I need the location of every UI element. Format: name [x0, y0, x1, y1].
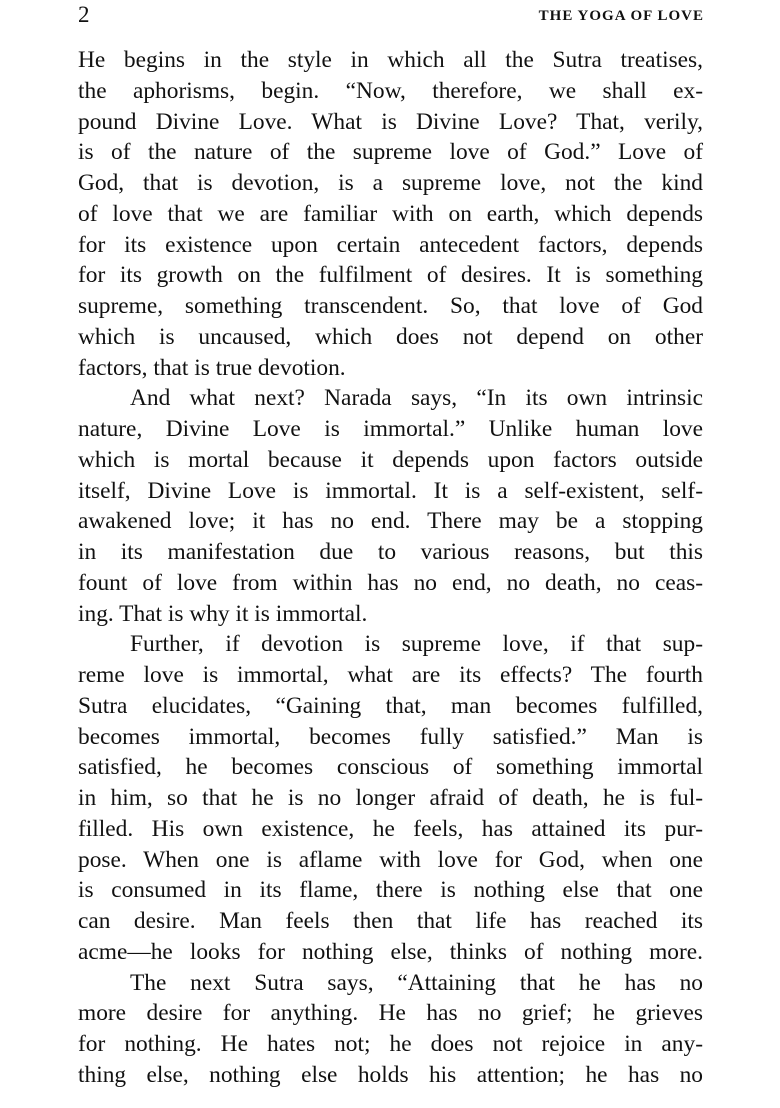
text-line: for its existence upon certain antecedent factors, depends [78, 231, 703, 258]
text-line: satisfied, he becomes conscious of something immortal [78, 754, 703, 781]
text-line: of love that we are familiar with on earth, which depends [78, 200, 703, 227]
text-line: ing. That is why it is immortal. [78, 600, 368, 627]
paragraph [78, 383, 703, 629]
text-line: reme love is immortal, what are its effects? The fourth [78, 662, 703, 688]
text-line: for its growth on the fulfilment of desires. It is something [78, 262, 703, 289]
text-line: factors, that is true devotion. [78, 354, 346, 381]
text-line: Sutra elucidates, “Gaining that, man becomes fulfilled, [78, 692, 703, 719]
text-line: itself, Divine Love is immortal. It is a self-existent, self- [78, 477, 703, 504]
body-text [78, 45, 703, 1091]
text-line: becomes immortal, becomes fully satisfied.” Man is [78, 723, 703, 750]
text-line: for nothing. He hates not; he does not rejoice in any- [78, 1031, 703, 1057]
text-line: And what next? Narada says, “In its own intrinsic [130, 385, 703, 412]
text-line: pound Divine Love. What is Divine Love? That, verily, [78, 108, 703, 135]
text-line: acme—he looks for nothing else, thinks of nothing more. [78, 938, 703, 965]
text-line: nature, Divine Love is immortal.” Unlike human love [78, 416, 703, 442]
text-line: the aphorisms, begin. “Now, therefore, we shall ex- [78, 77, 703, 104]
paragraph [78, 45, 703, 383]
text-line: awakened love; it has no end. There may be a stopping [78, 508, 703, 535]
text-line: in its manifestation due to various reasons, but this [78, 539, 703, 565]
text-line: God, that is devotion, is a supreme love, not the kind [78, 170, 703, 196]
text-line: fount of love from within has no end, no death, no ceas- [78, 569, 703, 596]
text-line: Further, if devotion is supreme love, if that sup- [130, 631, 703, 658]
text-line: filled. His own existence, he feels, has attained its pur- [78, 815, 703, 842]
text-line: The next Sutra says, “Attaining that he has no [130, 969, 703, 996]
text-line: can desire. Man feels then that life has reached its [78, 908, 703, 934]
text-line: which is mortal because it depends upon factors outside [78, 446, 703, 473]
paragraph [78, 968, 703, 1091]
text-line: pose. When one is aflame with love for God, when one [78, 846, 703, 873]
running-head-title: THE YOGA OF LOVE [538, 8, 704, 24]
text-line: more desire for anything. He has no grief; he grieves [78, 1000, 703, 1027]
text-line: supreme, something transcendent. So, that love of God [78, 293, 703, 319]
page-number: 2 [78, 2, 90, 27]
text-line: is consumed in its flame, there is nothing else that one [78, 877, 703, 904]
text-line: is of the nature of the supreme love of God.” Love of [78, 139, 703, 166]
text-line: which is uncaused, which does not depend on other [78, 323, 703, 350]
paragraph [78, 629, 703, 967]
text-line: He begins in the style in which all the Sutra treatises, [78, 47, 703, 73]
text-line: in him, so that he is no longer afraid of death, he is ful- [78, 785, 703, 811]
text-line: thing else, nothing else holds his attention; he has no [78, 1061, 703, 1088]
